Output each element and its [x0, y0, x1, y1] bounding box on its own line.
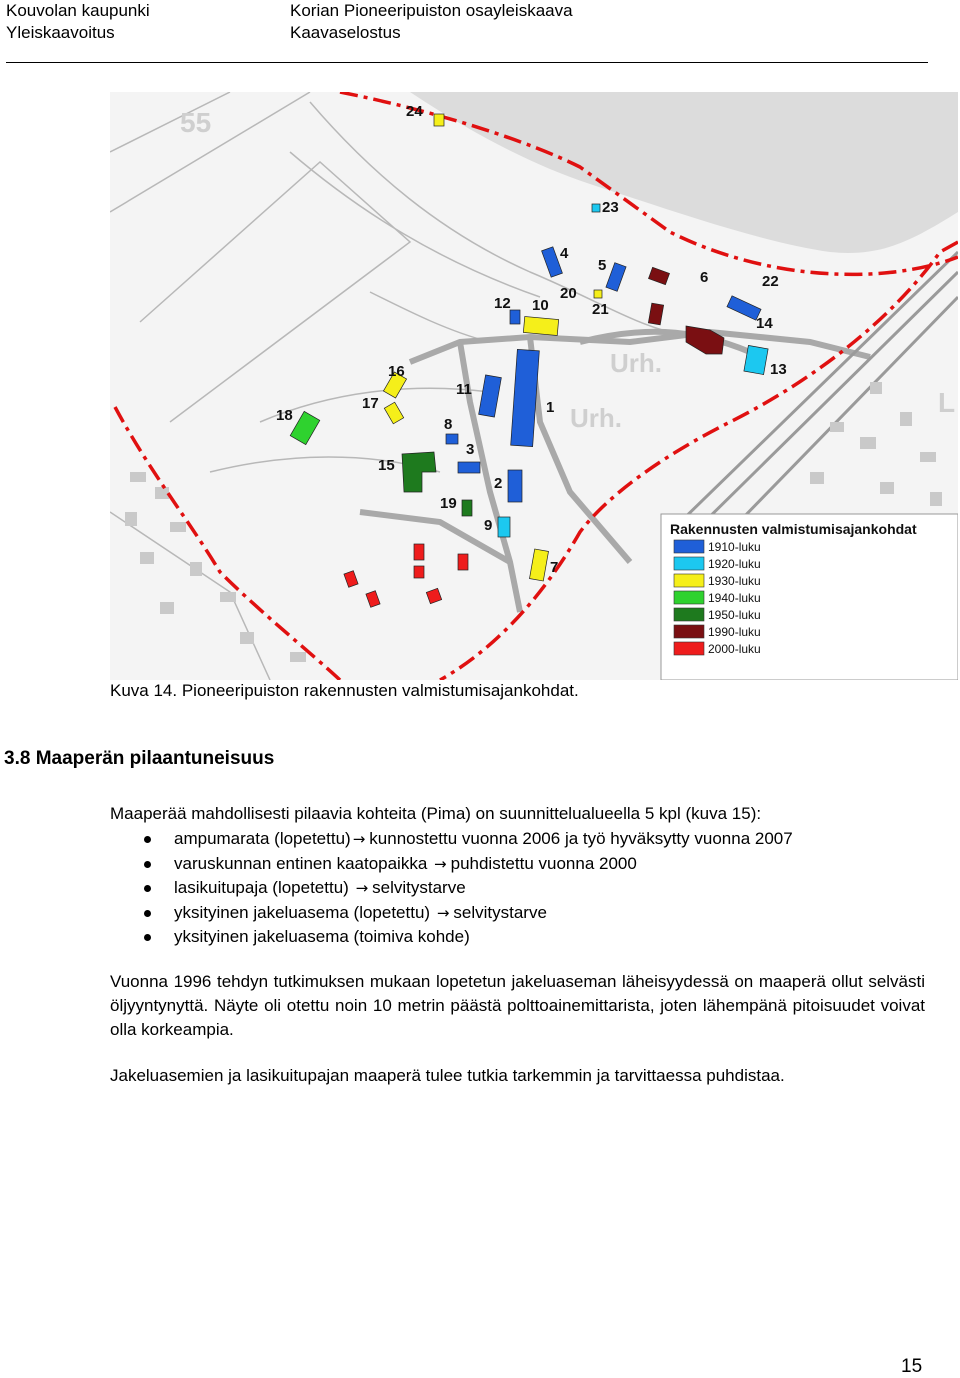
building-red-4 [414, 566, 424, 578]
legend-swatch [674, 574, 704, 587]
label-1: 1 [546, 399, 555, 416]
building-8 [446, 434, 458, 444]
building-20 [594, 290, 602, 298]
label-24: 24 [406, 103, 423, 120]
pima-site-name: ampumarata (lopetettu) [174, 829, 351, 848]
building-12 [510, 310, 520, 324]
label-17: 17 [362, 395, 379, 412]
building-23 [592, 204, 600, 212]
header-right [290, 0, 573, 44]
label-4: 4 [560, 245, 569, 262]
pima-site-item [110, 852, 793, 877]
legend-label: 1920-luku [708, 557, 761, 571]
pima-site-status: kunnostettu vuonna 2006 ja työ hyväksytty vuonna 2007 [369, 829, 793, 848]
building-red-6 [458, 554, 468, 570]
label-7: 7 [550, 559, 559, 576]
header-doc-type: Kaavaselostus [290, 23, 401, 42]
pima-site-name: yksityinen jakeluasema (lopetettu) [174, 902, 431, 922]
label-23: 23 [602, 199, 619, 216]
section-intro: Maaperää mahdollisesti pilaavia kohteita (Pima) on suunnittelualueella 5 kpl (kuva 15): [110, 804, 762, 823]
label-5: 5 [598, 257, 607, 274]
site-map-svg [110, 92, 958, 680]
header-rule [6, 62, 928, 63]
pima-site-name: lasikuitupaja (lopetettu) [174, 878, 349, 897]
map-label-urh-1: Urh. [610, 348, 662, 378]
arrow-icon: → [355, 879, 369, 897]
legend-swatch [674, 642, 704, 655]
arrow-icon: → [436, 903, 450, 922]
legend-label: 1910-luku [708, 540, 761, 554]
label-20: 20 [560, 285, 577, 302]
header-plan-title: Korian Pioneeripuiston osayleiskaava [290, 1, 573, 20]
legend-swatch [674, 625, 704, 638]
label-22: 22 [762, 273, 779, 290]
map-label-urh-2: Urh. [570, 403, 622, 433]
label-15: 15 [378, 457, 395, 474]
label-6: 6 [700, 269, 709, 286]
arrow-icon: → [352, 830, 366, 848]
pima-site-item [110, 925, 793, 950]
legend-label: 1990-luku [708, 625, 761, 639]
building-13 [744, 345, 768, 374]
pima-site-list [110, 827, 793, 950]
page-number: 15 [901, 1356, 923, 1377]
label-11: 11 [456, 381, 472, 398]
legend-label: 2000-luku [708, 642, 761, 656]
building-2 [508, 470, 522, 502]
legend-swatch [674, 540, 704, 553]
building-24 [434, 114, 444, 126]
legend-title: Rakennusten valmistumisajankohdat [670, 521, 917, 537]
pima-site-item [110, 901, 793, 926]
pima-site-status: selvitystarve [372, 878, 466, 897]
legend-swatch [674, 557, 704, 570]
label-19: 19 [440, 495, 457, 512]
section-heading: 3.8 Maaperän pilaantuneisuus [4, 748, 275, 769]
label-10: 10 [532, 297, 549, 314]
figure-caption: Kuva 14. Pioneeripuiston rakennusten valmistumisajankohdat. [110, 681, 579, 700]
building-9 [498, 517, 510, 537]
legend-label: 1940-luku [708, 591, 761, 605]
section-paragraph-3: Jakeluasemien ja lasikuitupajan maaperä tulee tutkia tarkemmin ja tarvittaessa puhdistaa. [110, 1066, 785, 1085]
building-19 [462, 500, 472, 516]
map-label-l: L [938, 387, 956, 418]
pima-site-item [110, 827, 793, 852]
label-2: 2 [494, 475, 503, 492]
legend-swatch [674, 608, 704, 621]
legend-swatch [674, 591, 704, 604]
building-3 [458, 462, 480, 473]
label-12: 12 [494, 295, 511, 312]
map-legend [661, 514, 958, 680]
pima-site-item [110, 876, 793, 901]
legend-label: 1930-luku [708, 574, 761, 588]
label-16: 16 [388, 363, 405, 380]
arrow-icon: → [434, 854, 447, 873]
label-9: 9 [484, 517, 493, 534]
pima-site-status: puhdistettu vuonna 2000 [450, 853, 637, 873]
header-dept: Yleiskaavoitus [6, 23, 115, 42]
label-8: 8 [444, 416, 453, 433]
section-paragraph-2: Vuonna 1996 tehdyn tutkimuksen mukaan lopetetun jakeluaseman läheisyydessä on maaperä ollut selvästi öljyyntynyttä. Näyte oli otettu noin 10 metrin päästä polttoainemittarista, joten lähempänä pitoisuudet voivat olla korkeampia. [110, 972, 925, 1039]
header-left [6, 0, 150, 44]
label-13: 13 [770, 361, 787, 378]
header-org: Kouvolan kaupunki [6, 1, 150, 20]
legend-label: 1950-luku [708, 608, 761, 622]
label-14: 14 [756, 315, 773, 332]
pima-site-name: varuskunnan entinen kaatopaikka [174, 853, 428, 873]
map-label-55: 55 [180, 107, 212, 138]
pima-site-name: yksityinen jakeluasema (toimiva kohde) [174, 927, 470, 946]
label-18: 18 [276, 407, 293, 424]
pima-site-status: selvitystarve [453, 902, 547, 922]
legend-box [661, 514, 958, 680]
building-10 [523, 317, 558, 336]
building-red-3 [414, 544, 424, 560]
label-3: 3 [466, 441, 475, 458]
label-21: 21 [592, 301, 609, 318]
site-map-figure [110, 92, 958, 680]
